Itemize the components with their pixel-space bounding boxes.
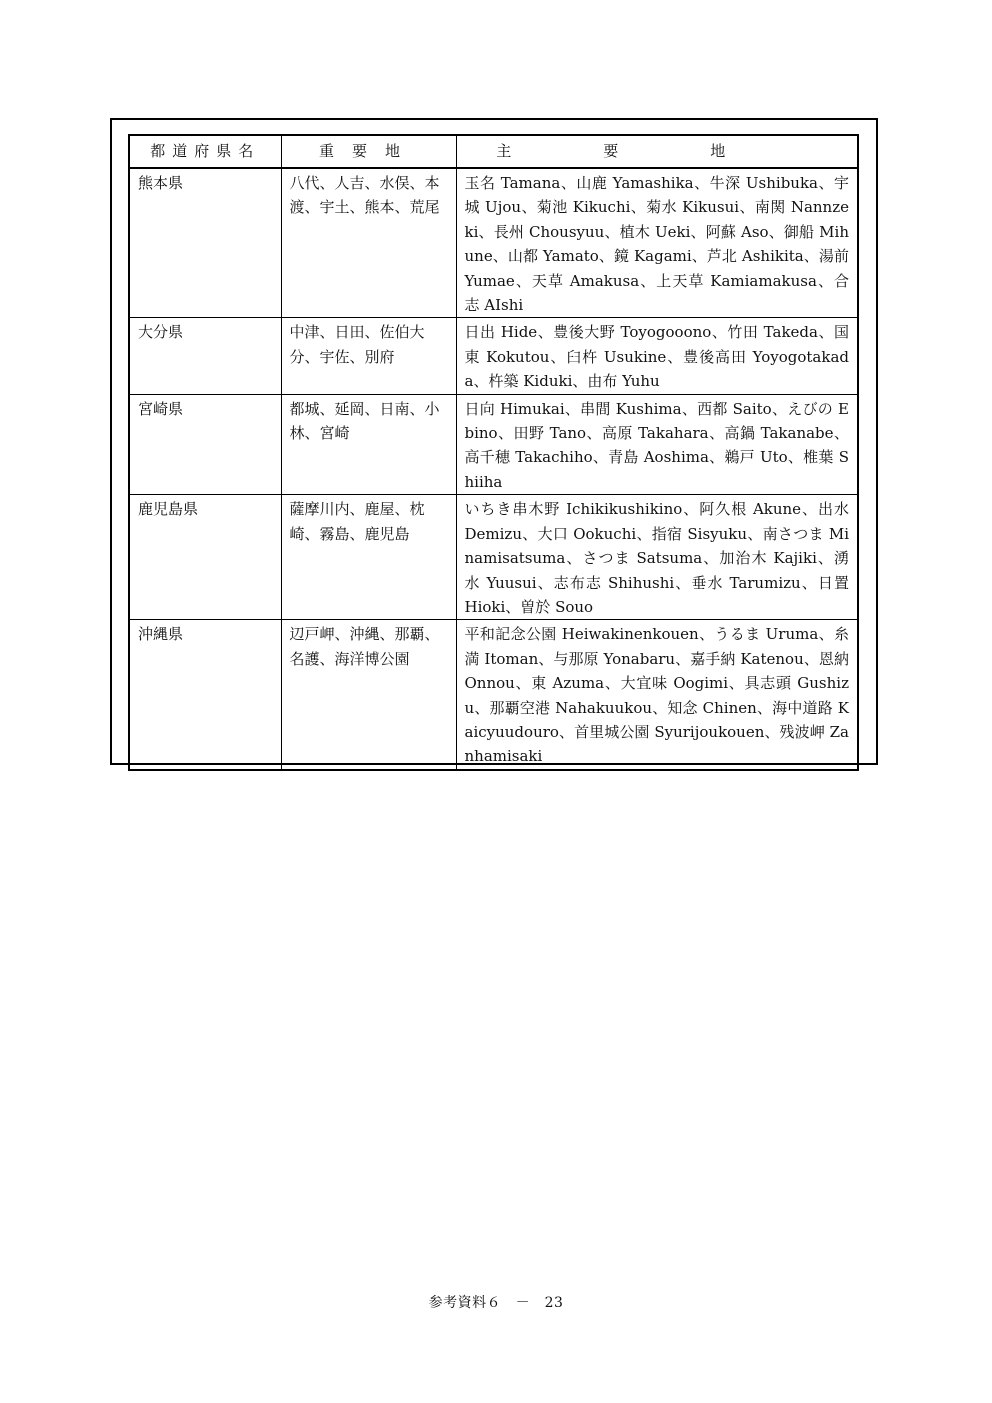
page-number-footer: 参考資料６ － 23 xyxy=(428,1295,564,1311)
cell-prefecture: 鹿児島県 xyxy=(129,495,281,620)
table-header-row xyxy=(129,135,858,168)
place-table xyxy=(128,134,859,771)
cell-important-places: 八代、人吉、水俣、本渡、宇土、熊本、荒尾 xyxy=(281,168,456,318)
cell-major-places: 日向 Himukai、串間 Kushima、西都 Saito、えびの Ebino、田野 Tano、高原 Takahara、高鍋 Takanabe、高千穂 Takachiho、青島 Aoshima、鵜戸 Uto、椎葉 Shiiha xyxy=(456,394,858,495)
cell-prefecture: 宮崎県 xyxy=(129,394,281,495)
cell-prefecture: 熊本県 xyxy=(129,168,281,318)
table-row xyxy=(129,318,858,394)
table-row xyxy=(129,168,858,318)
header-important-places: 重要地 xyxy=(281,135,456,168)
cell-important-places: 都城、延岡、日南、小林、宮崎 xyxy=(281,394,456,495)
cell-major-places: 平和記念公園 Heiwakinenkouen、うるま Uruma、糸満 Itoman、与那原 Yonabaru、嘉手納 Katenou、恩納 Onnou、東 Azuma、大宜味 Oogimi、具志頭 Gushizu、那覇空港 Nahakuukou、知念 Chinen、海中道路 Kaicyuudouro、首里城公園 Syurijoukouen、残波岬 Zanhamisaki xyxy=(456,620,858,770)
table-row xyxy=(129,495,858,620)
cell-prefecture: 沖縄県 xyxy=(129,620,281,770)
header-major-places: 主要地 xyxy=(456,135,858,168)
cell-important-places: 中津、日田、佐伯大分、宇佐、別府 xyxy=(281,318,456,394)
cell-important-places: 薩摩川内、鹿屋、枕崎、霧島、鹿児島 xyxy=(281,495,456,620)
cell-major-places: 玉名 Tamana、山鹿 Yamashika、牛深 Ushibuka、宇城 Ujou、菊池 Kikuchi、菊水 Kikusui、南関 Nannzeki、長州 Chousyuu、植木 Ueki、阿蘇 Aso、御船 Mihune、山都 Yamato、鏡 Kagami、芦北 Ashikita、湯前 Yumae、天草 Amakusa、上天草 Kamiamakusa、合志 AIshi xyxy=(456,168,858,318)
cell-important-places: 辺戸岬、沖縄、那覇、名護、海洋博公園 xyxy=(281,620,456,770)
cell-major-places: 日出 Hide、豊後大野 Toyogooono、竹田 Takeda、国東 Kokutou、臼杵 Usukine、豊後高田 Yoyogotakada、杵築 Kiduki、由布 Yuhu xyxy=(456,318,858,394)
cell-major-places: いちき串木野 Ichikikushikino、阿久根 Akune、出水 Demizu、大口 Ookuchi、指宿 Sisyuku、南さつま Minamisatsuma、さつま Satsuma、加治木 Kajiki、湧水 Yuusui、志布志 Shihushi、垂水 Tarumizu、日置 Hioki、曽於 Souo xyxy=(456,495,858,620)
table-row xyxy=(129,394,858,495)
header-prefecture: 都道府県名 xyxy=(129,135,281,168)
cell-prefecture: 大分県 xyxy=(129,318,281,394)
table-row xyxy=(129,620,858,770)
